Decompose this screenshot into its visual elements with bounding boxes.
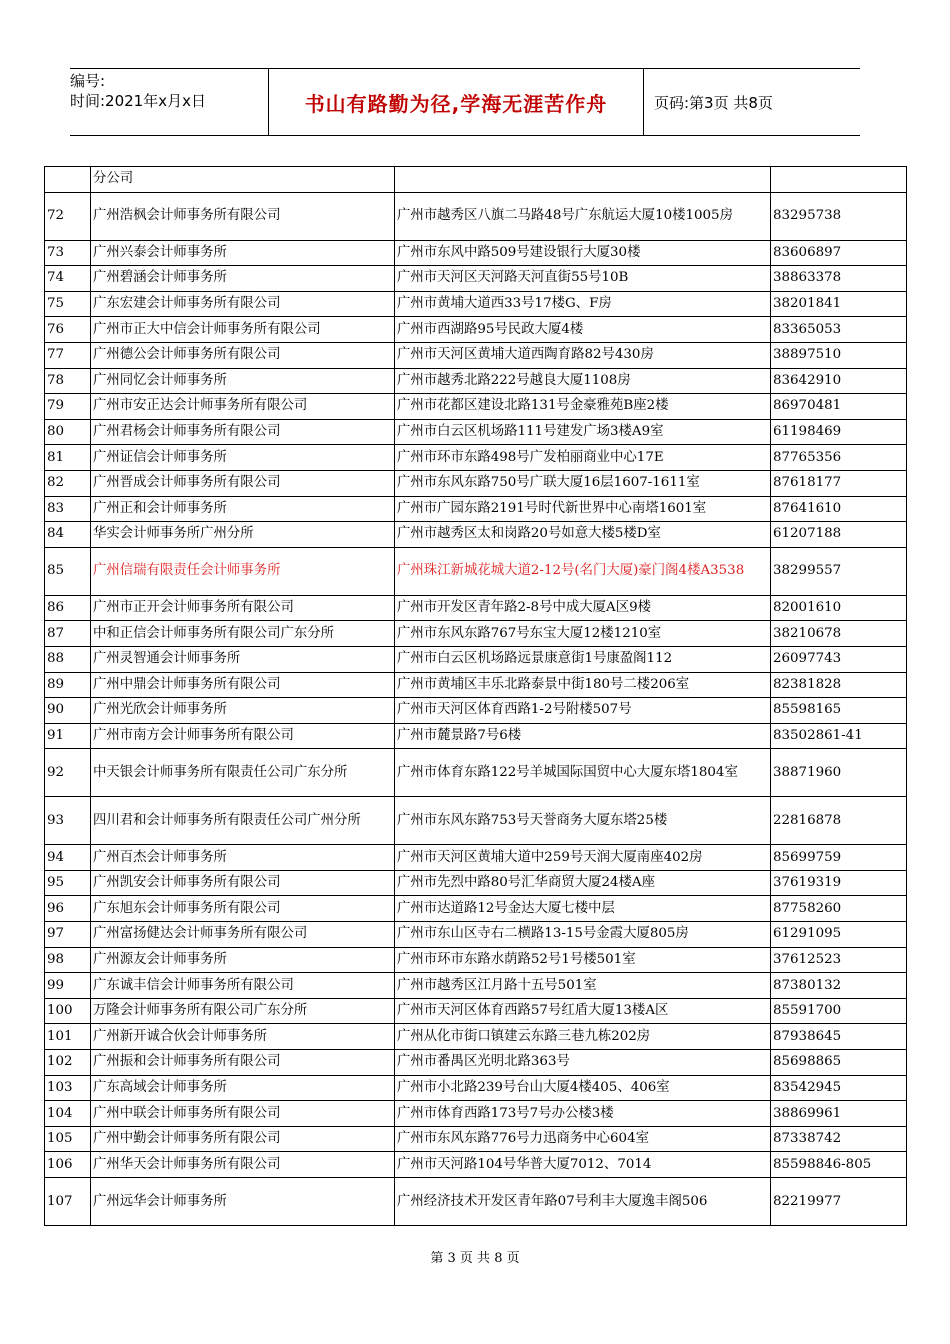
phone-cell: 87618177 <box>771 470 907 496</box>
table-row <box>45 1152 907 1178</box>
table-row <box>45 1050 907 1076</box>
firm-name-cell: 广州中联会计师事务所有限公司 <box>91 1101 395 1127</box>
table-row <box>45 947 907 973</box>
phone-cell: 38863378 <box>771 266 907 292</box>
table-row <box>45 1178 907 1226</box>
row-number-cell: 89 <box>45 672 91 698</box>
address-cell: 广州市东风中路509号建设银行大厦30楼 <box>395 240 771 266</box>
table-row <box>45 470 907 496</box>
table-row <box>45 845 907 871</box>
firm-name-cell: 广州新开诚合伙会计师事务所 <box>91 1024 395 1050</box>
address-cell: 广州市广园东路2191号时代新世界中心南塔1601室 <box>395 496 771 522</box>
row-number-cell: 95 <box>45 870 91 896</box>
firm-name-cell: 广州市正开会计师事务所有限公司 <box>91 595 395 621</box>
phone-cell: 22816878 <box>771 797 907 845</box>
address-cell: 广州市天河路104号华普大厦7012、7014 <box>395 1152 771 1178</box>
address-cell: 广州市体育东路122号羊城国际国贸中心大厦东塔1804室 <box>395 749 771 797</box>
phone-cell: 83642910 <box>771 368 907 394</box>
row-number-cell: 102 <box>45 1050 91 1076</box>
address-cell: 广州市天河区黄埔大道中259号天润大厦南座402房 <box>395 845 771 871</box>
header-left-cell <box>70 69 269 135</box>
row-number-cell: 73 <box>45 240 91 266</box>
document-number-label: 编号: <box>70 72 106 90</box>
phone-cell: 83606897 <box>771 240 907 266</box>
firm-directory-body <box>45 167 907 1226</box>
row-number-cell: 81 <box>45 445 91 471</box>
phone-cell: 87641610 <box>771 496 907 522</box>
phone-cell: 38897510 <box>771 342 907 368</box>
row-number-cell: 77 <box>45 342 91 368</box>
address-cell: 广州市黄埔大道西33号17楼G、F房 <box>395 291 771 317</box>
firm-name-cell: 广州百杰会计师事务所 <box>91 845 395 871</box>
row-number-cell: 78 <box>45 368 91 394</box>
table-row <box>45 922 907 948</box>
row-number-cell: 86 <box>45 595 91 621</box>
row-number-cell: 105 <box>45 1126 91 1152</box>
phone-cell: 87765356 <box>771 445 907 471</box>
phone-cell: 38871960 <box>771 749 907 797</box>
table-row <box>45 1126 907 1152</box>
firm-name-cell: 中天银会计师事务所有限责任公司广东分所 <box>91 749 395 797</box>
phone-cell: 87758260 <box>771 896 907 922</box>
address-cell: 广州市西湖路95号民政大厦4楼 <box>395 317 771 343</box>
row-number-cell: 91 <box>45 723 91 749</box>
table-row <box>45 547 907 595</box>
address-cell: 广州市麓景路7号6楼 <box>395 723 771 749</box>
firm-name-cell: 分公司 <box>91 167 395 193</box>
table-row <box>45 621 907 647</box>
address-cell: 广州市东风东路753号天誉商务大厦东塔25楼 <box>395 797 771 845</box>
firm-name-cell: 四川君和会计师事务所有限责任公司广州分所 <box>91 797 395 845</box>
phone-cell: 82219977 <box>771 1178 907 1226</box>
phone-cell: 85598165 <box>771 698 907 724</box>
firm-name-cell: 广州君杨会计师事务所有限公司 <box>91 419 395 445</box>
table-row <box>45 1075 907 1101</box>
address-cell: 广州从化市街口镇建云东路三巷九栋202房 <box>395 1024 771 1050</box>
row-number-cell: 88 <box>45 646 91 672</box>
address-cell: 广州经济技术开发区青年路07号利丰大厦逸丰阁506 <box>395 1178 771 1226</box>
firm-name-cell: 广州信瑞有限责任会计师事务所 <box>91 547 395 595</box>
firm-name-cell: 广州振和会计师事务所有限公司 <box>91 1050 395 1076</box>
firm-name-cell: 广州华天会计师事务所有限公司 <box>91 1152 395 1178</box>
firm-name-cell: 广州德公会计师事务所有限公司 <box>91 342 395 368</box>
table-row <box>45 240 907 266</box>
firm-name-cell: 广州源友会计师事务所 <box>91 947 395 973</box>
header-page-label: 页码:第3页 共8页 <box>654 93 773 112</box>
row-number-cell: 101 <box>45 1024 91 1050</box>
row-number-cell: 83 <box>45 496 91 522</box>
address-cell: 广州市越秀北路222号越良大厦1108房 <box>395 368 771 394</box>
row-number-cell: 82 <box>45 470 91 496</box>
table-row <box>45 646 907 672</box>
phone-cell: 38869961 <box>771 1101 907 1127</box>
table-row <box>45 595 907 621</box>
firm-name-cell: 广州市安正达会计师事务所有限公司 <box>91 394 395 420</box>
phone-cell: 37619319 <box>771 870 907 896</box>
address-cell: 广州市白云区机场路远景康意街1号康盈阁112 <box>395 646 771 672</box>
table-row <box>45 394 907 420</box>
firm-name-cell: 广州兴泰会计师事务所 <box>91 240 395 266</box>
row-number-cell: 79 <box>45 394 91 420</box>
firm-name-cell: 广州晋成会计师事务所有限公司 <box>91 470 395 496</box>
table-row <box>45 998 907 1024</box>
table-row <box>45 266 907 292</box>
table-row <box>45 1024 907 1050</box>
row-number-cell: 104 <box>45 1101 91 1127</box>
firm-directory-table <box>44 166 907 1226</box>
phone-cell: 87380132 <box>771 973 907 999</box>
address-cell: 广州市番禺区光明北路363号 <box>395 1050 771 1076</box>
firm-name-cell: 广州中鼎会计师事务所有限公司 <box>91 672 395 698</box>
document-time-label: 时间:2021年x月x日 <box>70 92 206 110</box>
firm-name-cell: 广州市南方会计师事务所有限公司 <box>91 723 395 749</box>
address-cell: 广州市东山区寺右二横路13-15号金霞大厦805房 <box>395 922 771 948</box>
firm-name-cell: 广州市正大中信会计师事务所有限公司 <box>91 317 395 343</box>
firm-name-cell: 广州证信会计师事务所 <box>91 445 395 471</box>
table-row <box>45 445 907 471</box>
row-number-cell: 99 <box>45 973 91 999</box>
firm-name-cell: 广州远华会计师事务所 <box>91 1178 395 1226</box>
firm-name-cell: 广州浩枫会计师事务所有限公司 <box>91 192 395 240</box>
address-cell: 广州市天河区天河路天河直街55号10B <box>395 266 771 292</box>
table-row <box>45 870 907 896</box>
row-number-cell: 80 <box>45 419 91 445</box>
row-number-cell: 87 <box>45 621 91 647</box>
table-row <box>45 291 907 317</box>
row-number-cell: 90 <box>45 698 91 724</box>
row-number-cell <box>45 167 91 193</box>
phone-cell <box>771 167 907 193</box>
row-number-cell: 85 <box>45 547 91 595</box>
firm-name-cell: 广州碧涵会计师事务所 <box>91 266 395 292</box>
firm-name-cell: 广州富扬健达会计师事务所有限公司 <box>91 922 395 948</box>
table-row <box>45 672 907 698</box>
address-cell: 广州市先烈中路80号汇华商贸大厦24楼A座 <box>395 870 771 896</box>
phone-cell: 38210678 <box>771 621 907 647</box>
row-number-cell: 98 <box>45 947 91 973</box>
phone-cell: 26097743 <box>771 646 907 672</box>
firm-name-cell: 中和正信会计师事务所有限公司广东分所 <box>91 621 395 647</box>
address-cell: 广州市达道路12号金达大厦七楼中层 <box>395 896 771 922</box>
phone-cell: 85591700 <box>771 998 907 1024</box>
address-cell: 广州市小北路239号台山大厦4楼405、406室 <box>395 1075 771 1101</box>
address-cell: 广州珠江新城花城大道2-12号(名门大厦)豪门阁4楼A3538 <box>395 547 771 595</box>
row-number-cell: 106 <box>45 1152 91 1178</box>
phone-cell: 83295738 <box>771 192 907 240</box>
row-number-cell: 100 <box>45 998 91 1024</box>
page-footer: 第 3 页 共 8 页 <box>430 1251 520 1266</box>
phone-cell: 82001610 <box>771 595 907 621</box>
phone-cell: 85699759 <box>771 845 907 871</box>
row-number-cell: 76 <box>45 317 91 343</box>
address-cell: 广州市越秀区八旗二马路48号广东航运大厦10楼1005房 <box>395 192 771 240</box>
row-number-cell: 74 <box>45 266 91 292</box>
phone-cell: 83542945 <box>771 1075 907 1101</box>
firm-name-cell: 广东诚丰信会计师事务所有限公司 <box>91 973 395 999</box>
address-cell <box>395 167 771 193</box>
row-number-cell: 75 <box>45 291 91 317</box>
row-number-cell: 92 <box>45 749 91 797</box>
firm-name-cell: 广州光欣会计师事务所 <box>91 698 395 724</box>
table-row <box>45 368 907 394</box>
phone-cell: 37612523 <box>771 947 907 973</box>
firm-name-cell: 广州灵智通会计师事务所 <box>91 646 395 672</box>
phone-cell: 86970481 <box>771 394 907 420</box>
firm-name-cell: 广东宏建会计师事务所有限公司 <box>91 291 395 317</box>
address-cell: 广州市体育西路173号7号办公楼3楼 <box>395 1101 771 1127</box>
phone-cell: 83502861-41 <box>771 723 907 749</box>
address-cell: 广州市天河区黄埔大道西陶育路82号430房 <box>395 342 771 368</box>
table-row <box>45 167 907 193</box>
table-row <box>45 419 907 445</box>
row-number-cell: 107 <box>45 1178 91 1226</box>
address-cell: 广州市环市东路水荫路52号1号楼501室 <box>395 947 771 973</box>
table-row <box>45 1101 907 1127</box>
address-cell: 广州市开发区青年路2-8号中成大厦A区9楼 <box>395 595 771 621</box>
phone-cell: 82381828 <box>771 672 907 698</box>
phone-cell: 61198469 <box>771 419 907 445</box>
phone-cell: 87938645 <box>771 1024 907 1050</box>
table-row <box>45 496 907 522</box>
table-row <box>45 723 907 749</box>
phone-cell: 38201841 <box>771 291 907 317</box>
table-row <box>45 192 907 240</box>
table-row <box>45 522 907 548</box>
address-cell: 广州市白云区机场路111号建发广场3楼A9室 <box>395 419 771 445</box>
firm-name-cell: 广州凯安会计师事务所有限公司 <box>91 870 395 896</box>
table-row <box>45 797 907 845</box>
header-motto: 书山有路勤为径,学海无涯苦作舟 <box>269 69 644 135</box>
row-number-cell: 93 <box>45 797 91 845</box>
address-cell: 广州市东风东路776号力迅商务中心604室 <box>395 1126 771 1152</box>
table-row <box>45 317 907 343</box>
table-row <box>45 749 907 797</box>
table-row <box>45 973 907 999</box>
firm-name-cell: 万隆会计师事务所有限公司广东分所 <box>91 998 395 1024</box>
firm-name-cell: 广东高域会计师事务所 <box>91 1075 395 1101</box>
address-cell: 广州市越秀区江月路十五号501室 <box>395 973 771 999</box>
firm-name-cell: 广州中勤会计师事务所有限公司 <box>91 1126 395 1152</box>
phone-cell: 85598846-805 <box>771 1152 907 1178</box>
table-row <box>45 342 907 368</box>
row-number-cell: 103 <box>45 1075 91 1101</box>
phone-cell: 87338742 <box>771 1126 907 1152</box>
row-number-cell: 84 <box>45 522 91 548</box>
address-cell: 广州市花都区建设北路131号金豪雅苑B座2楼 <box>395 394 771 420</box>
address-cell: 广州市东风东路750号广联大厦16层1607-1611室 <box>395 470 771 496</box>
address-cell: 广州市天河区体育西路57号红盾大厦13楼A区 <box>395 998 771 1024</box>
row-number-cell: 94 <box>45 845 91 871</box>
row-number-cell: 72 <box>45 192 91 240</box>
firm-name-cell: 广东旭东会计师事务所有限公司 <box>91 896 395 922</box>
phone-cell: 83365053 <box>771 317 907 343</box>
address-cell: 广州市越秀区太和岗路20号如意大楼5楼D室 <box>395 522 771 548</box>
phone-cell: 61207188 <box>771 522 907 548</box>
table-row <box>45 896 907 922</box>
page-header <box>70 68 860 136</box>
firm-name-cell: 广州正和会计师事务所 <box>91 496 395 522</box>
phone-cell: 38299557 <box>771 547 907 595</box>
address-cell: 广州市环市东路498号广发柏丽商业中心17E <box>395 445 771 471</box>
table-row <box>45 698 907 724</box>
address-cell: 广州市黄埔区丰乐北路泰景中街180号二楼206室 <box>395 672 771 698</box>
address-cell: 广州市东风东路767号东宝大厦12楼1210室 <box>395 621 771 647</box>
row-number-cell: 97 <box>45 922 91 948</box>
firm-name-cell: 广州同忆会计师事务所 <box>91 368 395 394</box>
firm-name-cell: 华实会计师事务所广州分所 <box>91 522 395 548</box>
row-number-cell: 96 <box>45 896 91 922</box>
phone-cell: 61291095 <box>771 922 907 948</box>
address-cell: 广州市天河区体育西路1-2号附楼507号 <box>395 698 771 724</box>
phone-cell: 85698865 <box>771 1050 907 1076</box>
